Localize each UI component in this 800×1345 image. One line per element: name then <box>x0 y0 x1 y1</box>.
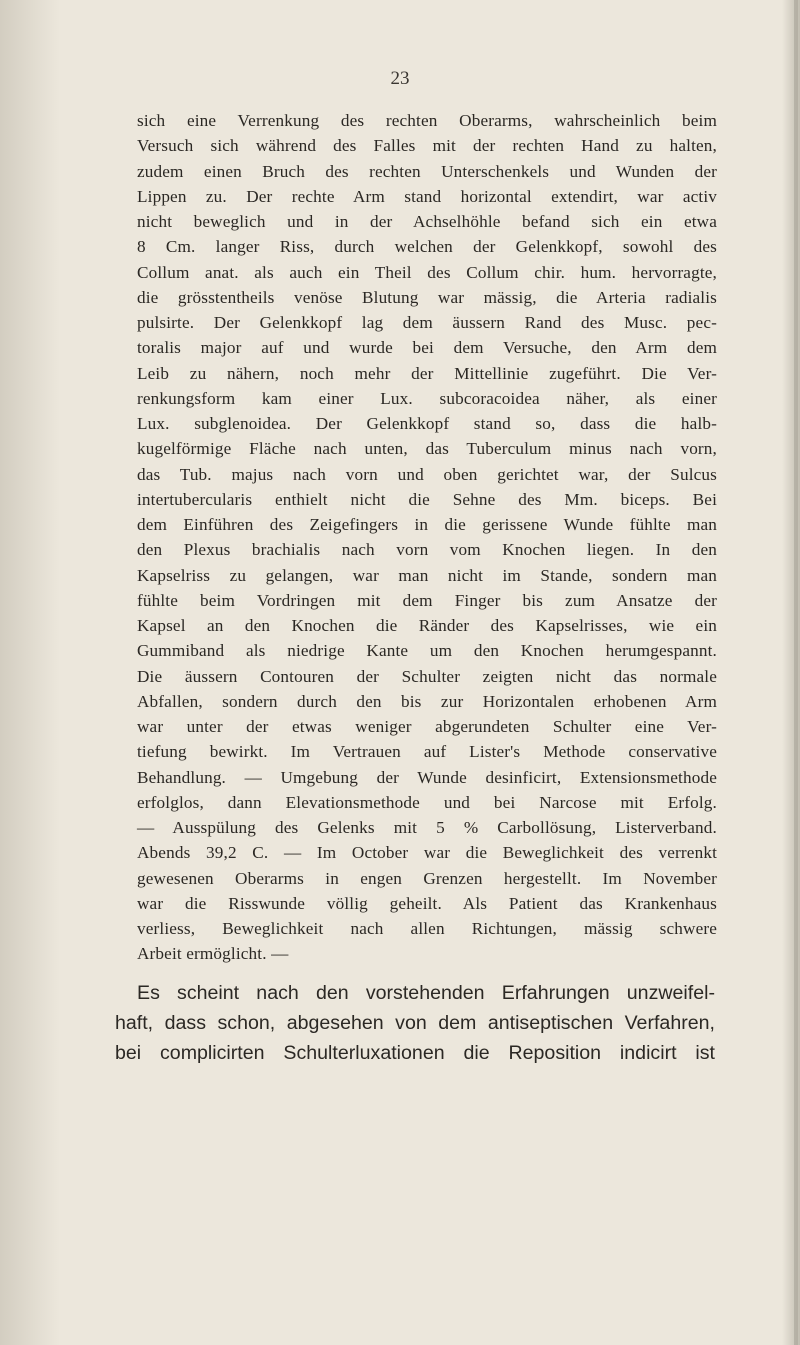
text-line: Collum anat. als auch ein Theil des Collum chir. hum. hervorragte, <box>137 262 717 282</box>
text-line: Arbeit ermöglicht. — <box>137 944 289 964</box>
text-line: Gummiband als niedrige Kante um den Knochen herumgespannt. <box>137 641 717 661</box>
text-line: bei complicirten Schulterluxationen die Reposition indicirt ist <box>115 1042 715 1064</box>
text-line: fühlte beim Vordringen mit dem Finger bis zum Ansatze der <box>137 590 717 610</box>
text-line: 8 Cm. langer Riss, durch welchen der Gelenkkopf, sowohl des <box>137 237 717 257</box>
text-line: pulsirte. Der Gelenkkopf lag dem äussern Rand des Musc. pec- <box>137 313 717 332</box>
text-line: Es scheint nach den vorstehenden Erfahrungen unzweifel- <box>137 982 715 1004</box>
text-line: Versuch sich während des Falles mit der rechten Hand zu halten, <box>137 136 717 156</box>
page-number: 23 <box>390 68 410 89</box>
body-paragraph-2 <box>115 978 715 1068</box>
text-line: gewesenen Oberarms in engen Grenzen hergestellt. Im November <box>137 868 717 888</box>
text-line: war unter der etwas weniger abgerundeten Schulter eine Ver- <box>137 717 717 736</box>
text-line: erfolglos, dann Elevationsmethode und bei Narcose mit Erfolg. <box>137 792 717 812</box>
text-line: intertubercularis enthielt nicht die Sehne des Mm. biceps. Bei <box>137 489 717 509</box>
text-line: tiefung bewirkt. Im Vertrauen auf Lister's Methode conservative <box>137 742 717 762</box>
text-line: Leib zu nähern, noch mehr der Mittellinie zugeführt. Die Ver- <box>137 363 717 383</box>
text-line: Lippen zu. Der rechte Arm stand horizontal extendirt, war activ <box>137 186 717 206</box>
text-line: Kapselriss zu gelangen, war man nicht im Stande, sondern man <box>137 565 717 585</box>
page-edge-left <box>0 0 60 1345</box>
text-line: dem Einführen des Zeigefingers in die gerissene Wunde fühlte man <box>137 515 717 534</box>
text-line: nicht beweglich und in der Achselhöhle befand sich ein etwa <box>137 212 717 231</box>
text-line: sich eine Verrenkung des rechten Oberarms, wahrscheinlich beim <box>137 111 717 130</box>
text-line: toralis major auf und wurde bei dem Versuche, den Arm dem <box>137 338 717 358</box>
text-line: verliess, Beweglichkeit nach allen Richtungen, mässig schwere <box>137 919 717 938</box>
text-line: haft, dass schon, abgesehen von dem antiseptischen Verfahren, <box>115 1012 715 1034</box>
page-edge-line <box>794 0 798 1345</box>
text-line: renkungsform kam einer Lux. subcoracoidea näher, als einer <box>137 388 717 408</box>
text-line: zudem einen Bruch des rechten Unterschenkels und Wunden der <box>137 161 717 181</box>
text-line: die grösstentheils venöse Blutung war mässig, die Arteria radialis <box>137 287 717 307</box>
text-line: Die äussern Contouren der Schulter zeigten nicht das normale <box>137 666 717 686</box>
text-line: Abends 39,2 C. — Im October war die Beweglichkeit des verrenkt <box>137 843 717 863</box>
text-line: — Ausspülung des Gelenks mit 5 % Carbollösung, Listerverband. <box>137 818 717 837</box>
text-line: Behandlung. — Umgebung der Wunde desinficirt, Extensionsmethode <box>137 767 717 787</box>
text-line: kugelförmige Fläche nach unten, das Tuberculum minus nach vorn, <box>137 439 717 459</box>
text-line: das Tub. majus nach vorn und oben gerichtet war, der Sulcus <box>137 464 717 484</box>
text-line: den Plexus brachialis nach vorn vom Knochen liegen. In den <box>137 540 717 560</box>
text-line: Lux. subglenoidea. Der Gelenkkopf stand so, dass die halb- <box>137 414 717 433</box>
text-line: Abfallen, sondern durch den bis zur Horizontalen erhobenen Arm <box>137 691 717 711</box>
body-paragraph-1 <box>137 108 717 967</box>
text-line: war die Risswunde völlig geheilt. Als Patient das Krankenhaus <box>137 893 717 913</box>
text-line: Kapsel an den Knochen die Ränder des Kapselrisses, wie ein <box>137 616 717 635</box>
